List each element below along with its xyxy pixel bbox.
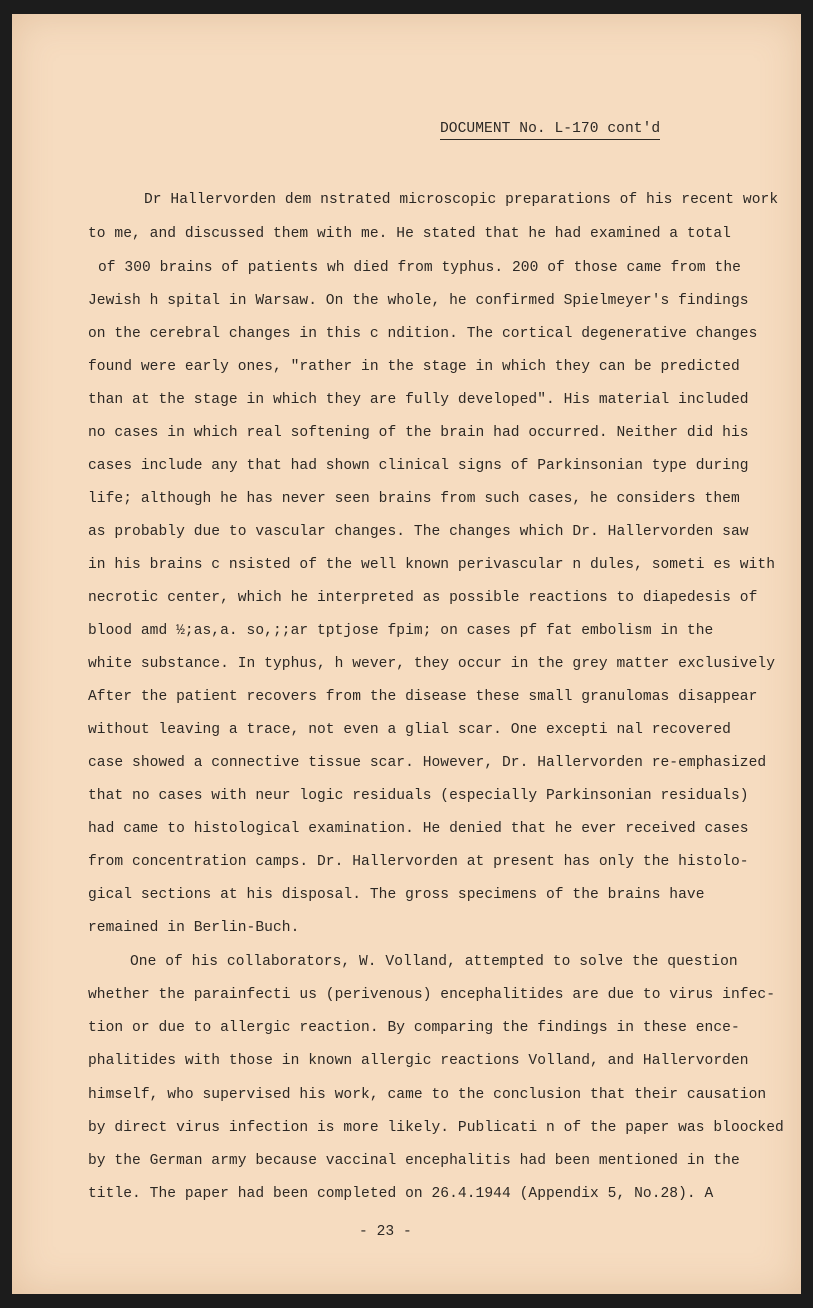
paragraph-line: by direct virus infection is more likely. Publicati n of the paper was bloocked (88, 1120, 784, 1136)
paragraph-line: tion or due to allergic reaction. By comparing the findings in these ence- (88, 1020, 740, 1036)
paragraph-line: After the patient recovers from the disease these small granulomas disappear (88, 689, 758, 705)
paragraph-line: than at the stage in which they are fully developed". His material included (88, 392, 749, 408)
paragraph-line: in his brains c nsisted of the well known perivascular n dules, someti es with (88, 557, 775, 573)
paragraph-line: gical sections at his disposal. The gross specimens of the brains have (88, 887, 705, 903)
paragraph-line: phalitides with those in known allergic reactions Volland, and Hallervorden (88, 1053, 749, 1069)
paragraph-line: by the German army because vaccinal encephalitis had been mentioned in the (88, 1153, 740, 1169)
document-page (12, 14, 801, 1294)
paragraph-line: as probably due to vascular changes. The changes which Dr. Hallervorden saw (88, 524, 749, 540)
paragraph-line: found were early ones, "rather in the stage in which they can be predicted (88, 359, 740, 375)
paragraph-line: no cases in which real softening of the brain had occurred. Neither did his (88, 425, 749, 441)
paragraph-line: to me, and discussed them with me. He stated that he had examined a total (88, 226, 731, 242)
paragraph-line: title. The paper had been completed on 26.4.1944 (Appendix 5, No.28). A (88, 1186, 714, 1202)
paragraph-line: One of his collaborators, W. Volland, attempted to solve the question (130, 954, 738, 970)
paragraph-line: white substance. In typhus, h wever, they occur in the grey matter exclusively (88, 656, 775, 672)
paragraph-line: case showed a connective tissue scar. However, Dr. Hallervorden re-emphasized (88, 755, 767, 771)
paragraph-line: that no cases with neur logic residuals (especially Parkinsonian residuals) (88, 788, 749, 804)
typed-sheet (12, 14, 801, 1294)
paragraph-line: from concentration camps. Dr. Hallervorden at present has only the histolo- (88, 854, 749, 870)
paragraph-line: Jewish h spital in Warsaw. On the whole, he confirmed Spielmeyer's findings (88, 293, 749, 309)
paragraph-line: had came to histological examination. He denied that he ever received cases (88, 821, 749, 837)
paragraph-line: necrotic center, which he interpreted as possible reactions to diapedesis of (88, 590, 758, 606)
paragraph-line: without leaving a trace, not even a glial scar. One excepti nal recovered (88, 722, 731, 738)
paragraph-line: cases include any that had shown clinical signs of Parkinsonian type during (88, 458, 749, 474)
paragraph-line: whether the parainfecti us (perivenous) encephalitides are due to virus infec- (88, 987, 775, 1003)
paragraph-line: Dr Hallervorden dem nstrated microscopic preparations of his recent work (144, 192, 779, 208)
page-number: - 23 - (359, 1224, 412, 1240)
paragraph-line: himself, who supervised his work, came to the conclusion that their causation (88, 1087, 767, 1103)
paragraph-line: on the cerebral changes in this c ndition. The cortical degenerative changes (88, 326, 758, 342)
paragraph-line: life; although he has never seen brains from such cases, he considers them (88, 491, 740, 507)
paragraph-line: blood amd ½;as,a. so,;;ar tptjose fpim; on cases pf fat embolism in the (88, 623, 714, 639)
paragraph-line: of 300 brains of patients wh died from typhus. 200 of those came from the (98, 260, 741, 276)
document-header: DOCUMENT No. L-170 cont'd (440, 120, 660, 140)
paragraph-line: remained in Berlin-Buch. (88, 920, 300, 936)
